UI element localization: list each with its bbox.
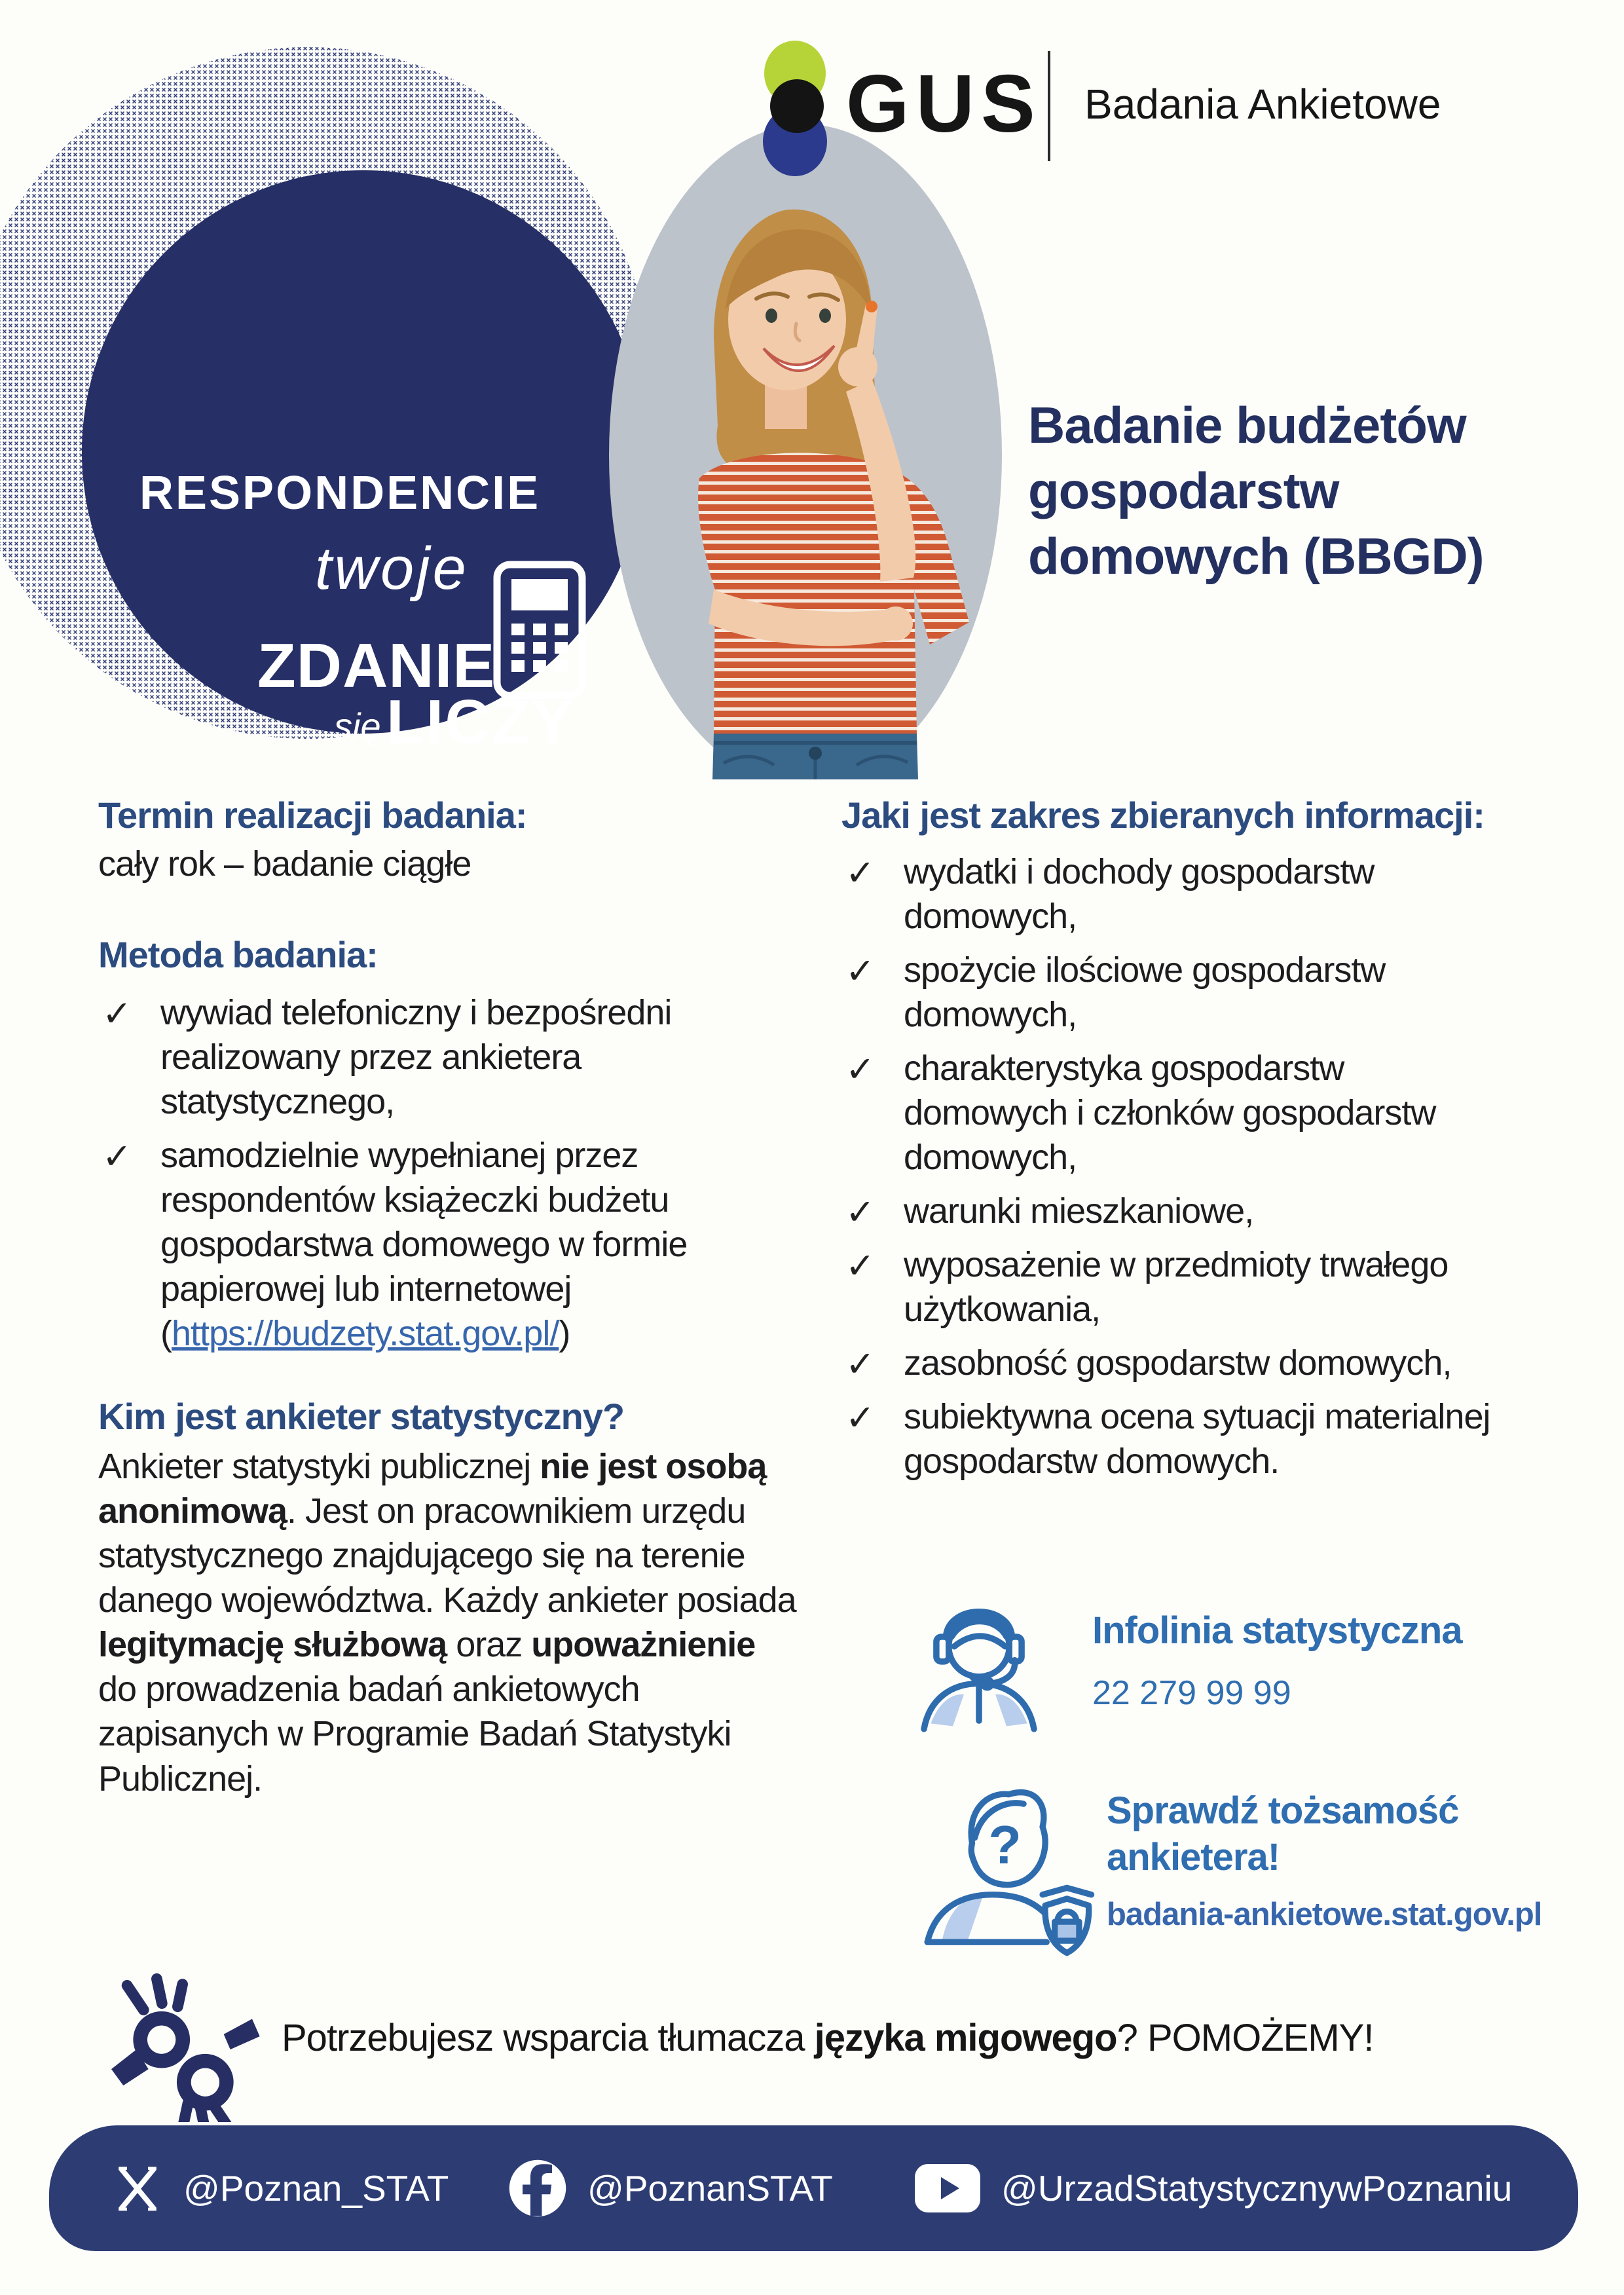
- zakres-list: [841, 849, 1575, 1483]
- section-heading-termin: Termin realizacji badania:: [98, 794, 527, 836]
- check-icon: ✓: [845, 1193, 875, 1233]
- left-column: [98, 794, 812, 1801]
- check-icon: ✓: [845, 853, 875, 893]
- social-handle[interactable]: @PoznanSTAT: [587, 2168, 833, 2209]
- call-center-agent-icon: [910, 1582, 1048, 1745]
- list-item-text: spożycie ilościowe gospodarstw domowych,: [904, 950, 1386, 1035]
- x-logo-icon: [111, 2162, 164, 2214]
- list-item-text: wydatki i dochody gospodarstw domowych,: [904, 852, 1375, 937]
- sign-language-hands-icon: [101, 1971, 265, 2122]
- list-item: [841, 1394, 1575, 1483]
- list-item-text: warunki mieszkaniowe,: [904, 1191, 1254, 1231]
- list-item: [841, 1046, 1575, 1180]
- right-column: [841, 794, 1575, 1493]
- ankieter-paragraph: [98, 1444, 802, 1801]
- section-heading-ankieter: Kim jest ankieter statystyczny?: [98, 1396, 625, 1438]
- text-segment: oraz: [447, 1625, 532, 1665]
- list-item-text: subiektywna ocena sytuacji materialnej gospodarstw domowych.: [904, 1397, 1490, 1482]
- youtube-logo-icon: [913, 2163, 982, 2214]
- gus-logo-mark: [762, 41, 828, 177]
- metoda-list: [98, 990, 812, 1356]
- list-item-text: wyposażenie w przedmioty trwałego użytkowania,: [904, 1245, 1449, 1330]
- badge-line-3: ZDANIE: [257, 631, 496, 701]
- list-item: [98, 1133, 812, 1356]
- social-facebook[interactable]: [507, 2125, 833, 2251]
- text-segment: upoważnienie: [531, 1625, 756, 1665]
- social-handle[interactable]: @Poznan_STAT: [183, 2168, 449, 2209]
- sign-language-text: [282, 2016, 1373, 2060]
- section-heading-metoda: Metoda badania:: [98, 934, 378, 976]
- text-segment: języka migowego: [814, 2017, 1117, 2059]
- badge-line-4-prefix: się: [334, 705, 381, 747]
- identity-url[interactable]: badania-ankietowe.stat.gov.pl: [1107, 1897, 1542, 1932]
- gus-logo-text: GUS: [846, 59, 1042, 149]
- text-segment: . Jest on pracownikiem urzędu statystycznego znajdującego się na terenie danego województwa. Każdy ankieter posiada: [98, 1491, 796, 1620]
- check-icon: ✓: [845, 952, 875, 992]
- infoline-heading: Infolinia statystyczna: [1092, 1609, 1462, 1652]
- check-icon: ✓: [102, 994, 132, 1034]
- section-heading-zakres: Jaki jest zakres zbieranych informacji:: [841, 794, 1485, 836]
- badge-line-1: RESPONDENCIE: [139, 467, 541, 519]
- facebook-logo-icon: [507, 2158, 568, 2218]
- text-segment: Ankieter statystyki publicznej: [98, 1447, 540, 1487]
- badge-line-4: LICZY: [386, 687, 575, 757]
- list-item: [98, 990, 812, 1124]
- unknown-person-shield-lock-icon: [907, 1762, 1097, 1958]
- text-segment: nie jest osobą anonimową: [98, 1447, 767, 1531]
- text-segment: wywiad telefoniczny i bezpośredni realizowany przez ankietera statystycznego,: [160, 993, 672, 1122]
- infoline-phone[interactable]: 22 279 99 99: [1092, 1674, 1291, 1712]
- check-icon: ✓: [845, 1345, 875, 1385]
- identity-heading: Sprawdź tożsamość ankietera!: [1107, 1789, 1459, 1878]
- check-icon: ✓: [845, 1246, 875, 1286]
- list-item: [841, 948, 1575, 1037]
- termin-body: cały rok – badanie ciągłe: [98, 844, 471, 884]
- text-segment: ? POMOŻEMY!: [1116, 2017, 1374, 2059]
- footer-social-bar: [49, 2125, 1578, 2251]
- social-youtube[interactable]: [913, 2125, 1512, 2251]
- text-segment: samodzielnie wypełnianej przez respondentów książeczki budżetu gospodarstwa domowego w formie papierowej lub internetowej (: [160, 1136, 688, 1354]
- photo-area: [602, 72, 1008, 779]
- list-item-text: [160, 1133, 753, 1356]
- text-segment: Potrzebujesz wsparcia tłumacza: [282, 2017, 815, 2059]
- list-item: [841, 1242, 1575, 1332]
- social-handle[interactable]: @UrzadStatystycznywPoznaniu: [1001, 2168, 1513, 2209]
- badge-line-2: twoje: [315, 535, 469, 602]
- check-icon: ✓: [845, 1398, 875, 1438]
- text-segment: do prowadzenia badań ankietowych zapisanych w Programie Badań Statystyki Publicznej.: [98, 1670, 731, 1799]
- social-x[interactable]: [111, 2125, 449, 2251]
- list-item-text: charakterystyka gospodarstw domowych i członków gospodarstw domowych,: [904, 1049, 1436, 1178]
- check-icon: ✓: [102, 1137, 132, 1177]
- text-segment: ): [559, 1314, 570, 1354]
- list-item-text: zasobność gospodarstw domowych,: [904, 1343, 1452, 1383]
- respondent-badge-circle: [82, 170, 645, 757]
- calculator-icon: [493, 561, 586, 700]
- list-item-text: [160, 990, 753, 1124]
- list-item: [841, 1341, 1575, 1385]
- check-icon: ✓: [845, 1050, 875, 1090]
- text-segment: legitymację służbową: [98, 1625, 447, 1665]
- list-item: [841, 1189, 1575, 1233]
- woman-pointing-photo: [616, 170, 1008, 779]
- list-item: [841, 849, 1575, 939]
- inline-link[interactable]: https://budzety.stat.gov.pl/: [171, 1314, 559, 1354]
- page-title: Badanie budżetów gospodarstw domowych (BBGD): [1028, 396, 1484, 585]
- svg-text:?: ?: [988, 1814, 1022, 1876]
- logo-tagline: Badania Ankietowe: [1084, 81, 1441, 128]
- logo-divider: [1048, 51, 1050, 161]
